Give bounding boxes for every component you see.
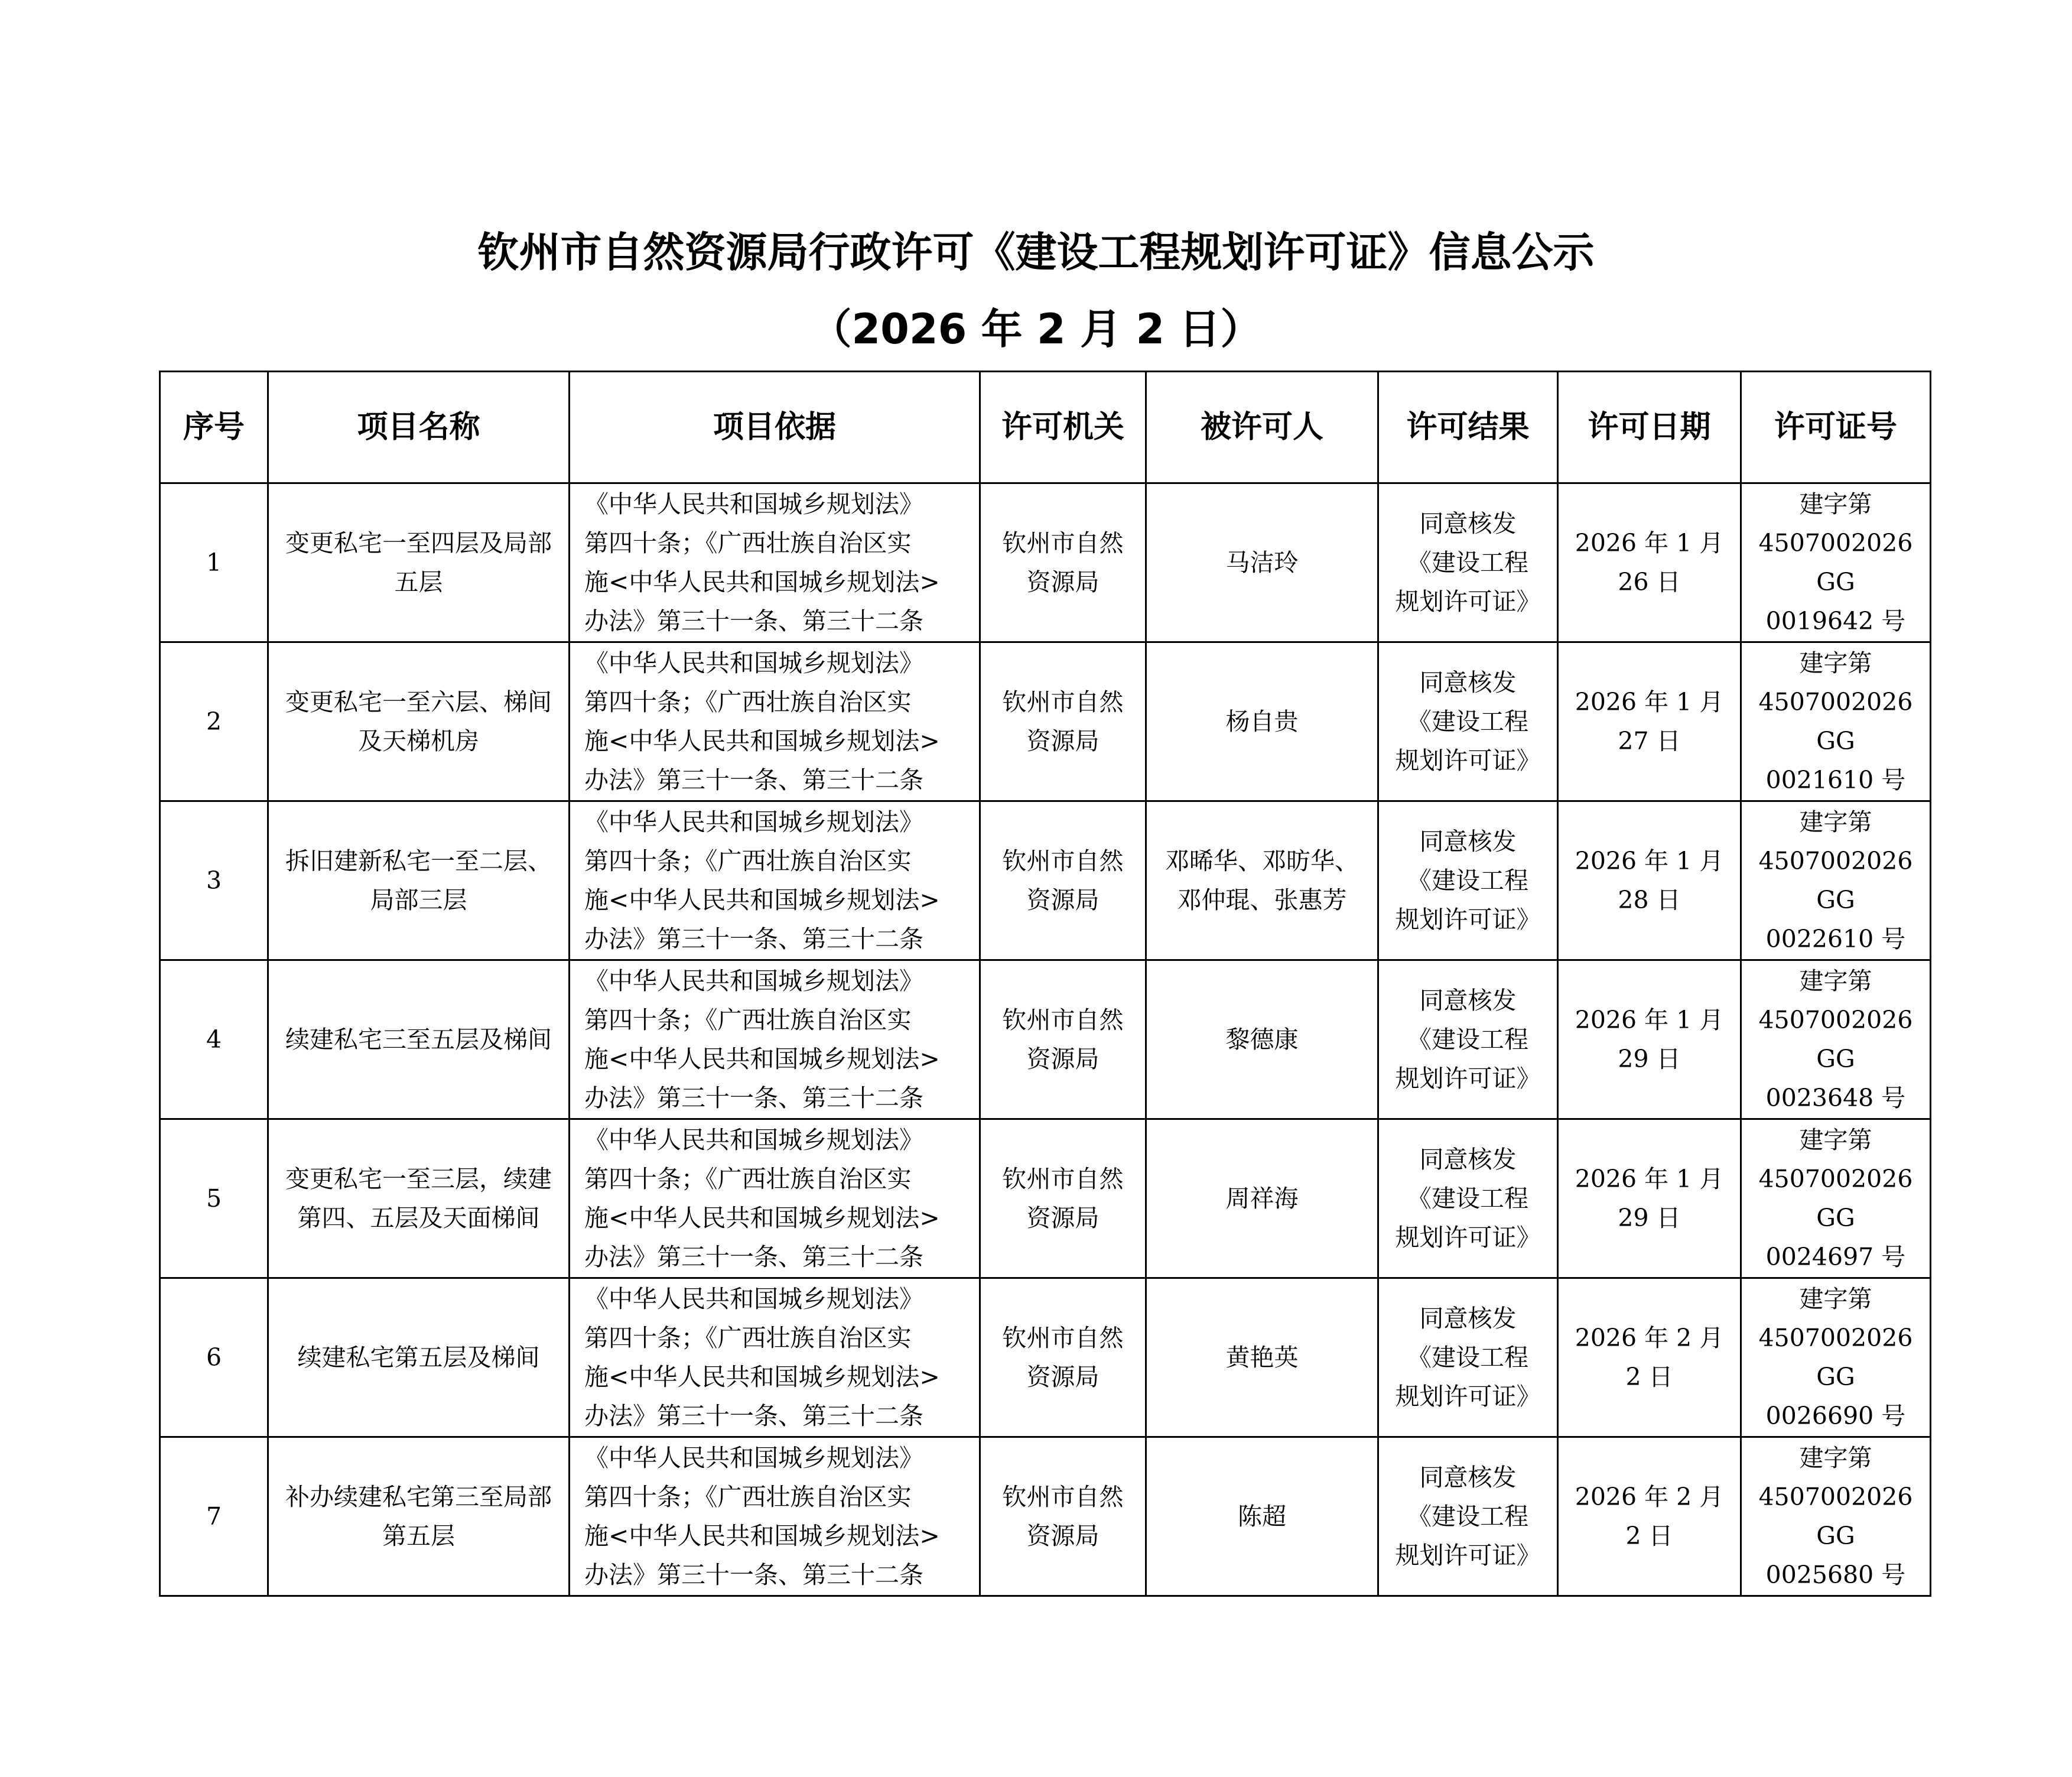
license-no-line: 0022610 号: [1765, 925, 1906, 953]
cell-authority: 钦州市自然资源局: [980, 1278, 1146, 1437]
basis-line: 《中华人民共和国城乡规划法》: [584, 1126, 923, 1154]
result-line: 《建设工程: [1407, 1184, 1528, 1213]
license-no-line: 建字第: [1799, 1285, 1872, 1313]
license-no-line: 建字第: [1799, 1444, 1872, 1472]
license-no-line: 4507002026GG: [1758, 847, 1913, 914]
result-line: 《建设工程: [1407, 707, 1528, 736]
cell-project-name: 拆旧建新私宅一至二层、局部三层: [268, 801, 570, 960]
result-line: 同意核发: [1419, 1463, 1517, 1492]
cell-license-no: [1741, 483, 1931, 642]
license-no-line: 4507002026GG: [1758, 529, 1913, 596]
header-project-name: 项目名称: [268, 372, 570, 483]
cell-license-no: [1741, 1119, 1931, 1278]
cell-date: 2026 年 2 月 2 日: [1558, 1437, 1741, 1596]
result-line: 规划许可证》: [1395, 1382, 1541, 1411]
result-line: 规划许可证》: [1395, 1541, 1541, 1570]
basis-line: 施<中华人民共和国城乡规划法>: [584, 1522, 940, 1550]
basis-line: 第四十条；《广西壮族自治区实: [584, 1483, 912, 1511]
header-licensee: 被许可人: [1146, 372, 1378, 483]
result-line: 同意核发: [1419, 1145, 1517, 1174]
cell-seq: 3: [160, 801, 268, 960]
cell-license-no: [1741, 642, 1931, 801]
header-seq: 序号: [160, 372, 268, 483]
basis-line: 施<中华人民共和国城乡规划法>: [584, 886, 940, 914]
result-line: 《建设工程: [1407, 866, 1528, 895]
cell-date: 2026 年 1 月 29 日: [1558, 960, 1741, 1119]
basis-line: 《中华人民共和国城乡规划法》: [584, 808, 923, 836]
cell-project-basis: [570, 1278, 980, 1437]
cell-seq: 1: [160, 483, 268, 642]
cell-project-name: 续建私宅第五层及梯间: [268, 1278, 570, 1437]
basis-line: 办法》第三十一条、第三十二条: [584, 1402, 923, 1430]
table-row: [160, 801, 1931, 960]
cell-result: [1378, 801, 1558, 960]
cell-project-name: 变更私宅一至四层及局部五层: [268, 483, 570, 642]
page-title: 钦州市自然资源局行政许可《建设工程规划许可证》信息公示: [477, 228, 1595, 277]
cell-authority: 钦州市自然资源局: [980, 1119, 1146, 1278]
license-no-line: 建字第: [1799, 490, 1872, 518]
cell-date: 2026 年 2 月 2 日: [1558, 1278, 1741, 1437]
license-no-line: 0024697 号: [1765, 1243, 1906, 1271]
basis-line: 施<中华人民共和国城乡规划法>: [584, 1204, 940, 1232]
result-line: 《建设工程: [1407, 548, 1528, 577]
cell-result: [1378, 1119, 1558, 1278]
cell-license-no: [1741, 1278, 1931, 1437]
result-line: 同意核发: [1419, 1304, 1517, 1333]
basis-line: 《中华人民共和国城乡规划法》: [584, 649, 923, 677]
cell-license-no: [1741, 960, 1931, 1119]
basis-line: 办法》第三十一条、第三十二条: [584, 607, 923, 635]
table-header-row: [160, 372, 1931, 483]
basis-line: 第四十条；《广西壮族自治区实: [584, 688, 912, 716]
result-line: 《建设工程: [1407, 1025, 1528, 1054]
cell-project-name: 补办续建私宅第三至局部第五层: [268, 1437, 570, 1596]
basis-line: 第四十条；《广西壮族自治区实: [584, 847, 912, 875]
basis-line: 第四十条；《广西壮族自治区实: [584, 1165, 912, 1193]
publication-date: （2026 年 2 月 2 日）: [810, 305, 1262, 353]
cell-project-basis: [570, 960, 980, 1119]
result-line: 《建设工程: [1407, 1343, 1528, 1372]
license-no-line: 建字第: [1799, 1126, 1872, 1154]
cell-seq: 4: [160, 960, 268, 1119]
header-result: 许可结果: [1378, 372, 1558, 483]
table-row: [160, 1119, 1931, 1278]
basis-line: 办法》第三十一条、第三十二条: [584, 1561, 923, 1589]
cell-seq: 2: [160, 642, 268, 801]
basis-line: 第四十条；《广西壮族自治区实: [584, 529, 912, 557]
cell-project-name: 变更私宅一至三层，续建第四、五层及天面梯间: [268, 1119, 570, 1278]
basis-line: 《中华人民共和国城乡规划法》: [584, 1285, 923, 1313]
cell-licensee: 马洁玲: [1146, 483, 1378, 642]
result-line: 规划许可证》: [1395, 1064, 1541, 1093]
basis-line: 办法》第三十一条、第三十二条: [584, 925, 923, 953]
cell-date: 2026 年 1 月 27 日: [1558, 642, 1741, 801]
cell-license-no: [1741, 801, 1931, 960]
basis-line: 《中华人民共和国城乡规划法》: [584, 1444, 923, 1472]
cell-seq: 7: [160, 1437, 268, 1596]
header-project-basis: 项目依据: [570, 372, 980, 483]
basis-line: 施<中华人民共和国城乡规划法>: [584, 568, 940, 596]
cell-authority: 钦州市自然资源局: [980, 960, 1146, 1119]
cell-licensee: 杨自贵: [1146, 642, 1378, 801]
result-line: 同意核发: [1419, 509, 1517, 538]
cell-project-name: 变更私宅一至六层、梯间及天梯机房: [268, 642, 570, 801]
result-line: 《建设工程: [1407, 1502, 1528, 1531]
header-date: 许可日期: [1558, 372, 1741, 483]
cell-project-basis: [570, 1437, 980, 1596]
cell-licensee: 邓晞华、邓昉华、邓仲琨、张惠芳: [1146, 801, 1378, 960]
cell-result: [1378, 960, 1558, 1119]
table-row: [160, 960, 1931, 1119]
license-no-line: 建字第: [1799, 967, 1872, 995]
result-line: 规划许可证》: [1395, 587, 1541, 616]
result-line: 同意核发: [1419, 827, 1517, 856]
cell-seq: 6: [160, 1278, 268, 1437]
table-row: [160, 483, 1931, 642]
cell-project-basis: [570, 642, 980, 801]
license-no-line: 0021610 号: [1765, 766, 1906, 794]
result-line: 规划许可证》: [1395, 746, 1541, 775]
cell-project-basis: [570, 801, 980, 960]
license-no-line: 4507002026GG: [1758, 1483, 1913, 1550]
cell-licensee: 黄艳英: [1146, 1278, 1378, 1437]
cell-licensee: 陈超: [1146, 1437, 1378, 1596]
table-row: [160, 1437, 1931, 1596]
cell-license-no: [1741, 1437, 1931, 1596]
cell-project-basis: [570, 1119, 980, 1278]
table-row: [160, 642, 1931, 801]
license-no-line: 0026690 号: [1765, 1402, 1906, 1430]
cell-authority: 钦州市自然资源局: [980, 1437, 1146, 1596]
basis-line: 《中华人民共和国城乡规划法》: [584, 967, 923, 995]
header-license-no: 许可证号: [1741, 372, 1931, 483]
cell-seq: 5: [160, 1119, 268, 1278]
license-no-line: 4507002026GG: [1758, 1165, 1913, 1232]
cell-project-name: 续建私宅三至五层及梯间: [268, 960, 570, 1119]
table-body: [160, 483, 1931, 1596]
cell-result: [1378, 1437, 1558, 1596]
license-no-line: 0019642 号: [1765, 607, 1906, 635]
cell-project-basis: [570, 483, 980, 642]
license-no-line: 建字第: [1799, 649, 1872, 677]
license-no-line: 0025680 号: [1765, 1561, 1906, 1589]
basis-line: 第四十条；《广西壮族自治区实: [584, 1324, 912, 1352]
result-line: 同意核发: [1419, 668, 1517, 697]
cell-result: [1378, 483, 1558, 642]
cell-authority: 钦州市自然资源局: [980, 801, 1146, 960]
result-line: 同意核发: [1419, 986, 1517, 1015]
license-no-line: 建字第: [1799, 808, 1872, 836]
cell-date: 2026 年 1 月 29 日: [1558, 1119, 1741, 1278]
cell-date: 2026 年 1 月 26 日: [1558, 483, 1741, 642]
header-authority: 许可机关: [980, 372, 1146, 483]
permit-table: [159, 371, 1931, 1597]
license-no-line: 0023648 号: [1765, 1084, 1906, 1112]
cell-licensee: 黎德康: [1146, 960, 1378, 1119]
result-line: 规划许可证》: [1395, 905, 1541, 934]
cell-licensee: 周祥海: [1146, 1119, 1378, 1278]
cell-authority: 钦州市自然资源局: [980, 483, 1146, 642]
basis-line: 办法》第三十一条、第三十二条: [584, 1243, 923, 1271]
cell-authority: 钦州市自然资源局: [980, 642, 1146, 801]
cell-result: [1378, 1278, 1558, 1437]
basis-line: 办法》第三十一条、第三十二条: [584, 1084, 923, 1112]
basis-line: 办法》第三十一条、第三十二条: [584, 766, 923, 794]
basis-line: 施<中华人民共和国城乡规划法>: [584, 727, 940, 755]
license-no-line: 4507002026GG: [1758, 1006, 1913, 1073]
basis-line: 施<中华人民共和国城乡规划法>: [584, 1045, 940, 1073]
license-no-line: 4507002026GG: [1758, 1324, 1913, 1391]
table-row: [160, 1278, 1931, 1437]
cell-result: [1378, 642, 1558, 801]
cell-date: 2026 年 1 月 28 日: [1558, 801, 1741, 960]
basis-line: 《中华人民共和国城乡规划法》: [584, 490, 923, 518]
basis-line: 施<中华人民共和国城乡规划法>: [584, 1363, 940, 1391]
license-no-line: 4507002026GG: [1758, 688, 1913, 755]
basis-line: 第四十条；《广西壮族自治区实: [584, 1006, 912, 1034]
result-line: 规划许可证》: [1395, 1223, 1541, 1252]
